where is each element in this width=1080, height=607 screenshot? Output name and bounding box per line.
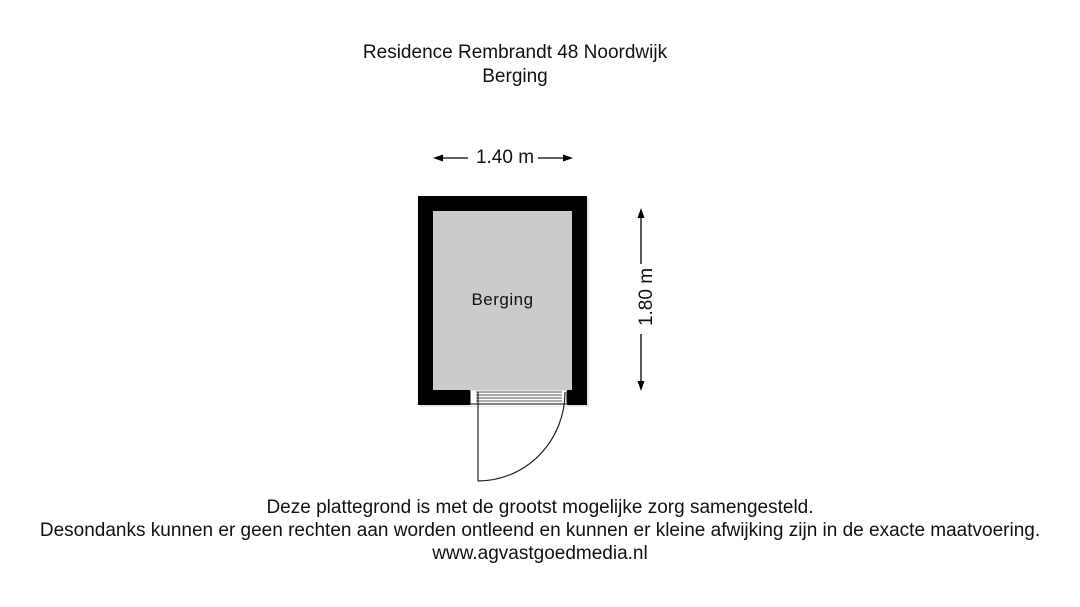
disclaimer-line-1: Deze plattegrond is met de grootst mogelijke zorg samengesteld.: [266, 497, 814, 518]
plan-subtitle: Berging: [482, 66, 548, 87]
website-link: www.agvastgoedmedia.nl: [432, 543, 648, 564]
room-label: Berging: [471, 290, 534, 309]
height-dimension-label: 1.80 m: [636, 267, 657, 327]
width-dimension-label: 1.40 m: [475, 147, 535, 168]
disclaimer-line-2: Desondanks kunnen er geen rechten aan worden ontleend en kunnen er kleine afwijking zijn in de exacte maatvoering.: [39, 520, 1041, 541]
plan-title: Residence Rembrandt 48 Noordwijk: [362, 42, 668, 63]
